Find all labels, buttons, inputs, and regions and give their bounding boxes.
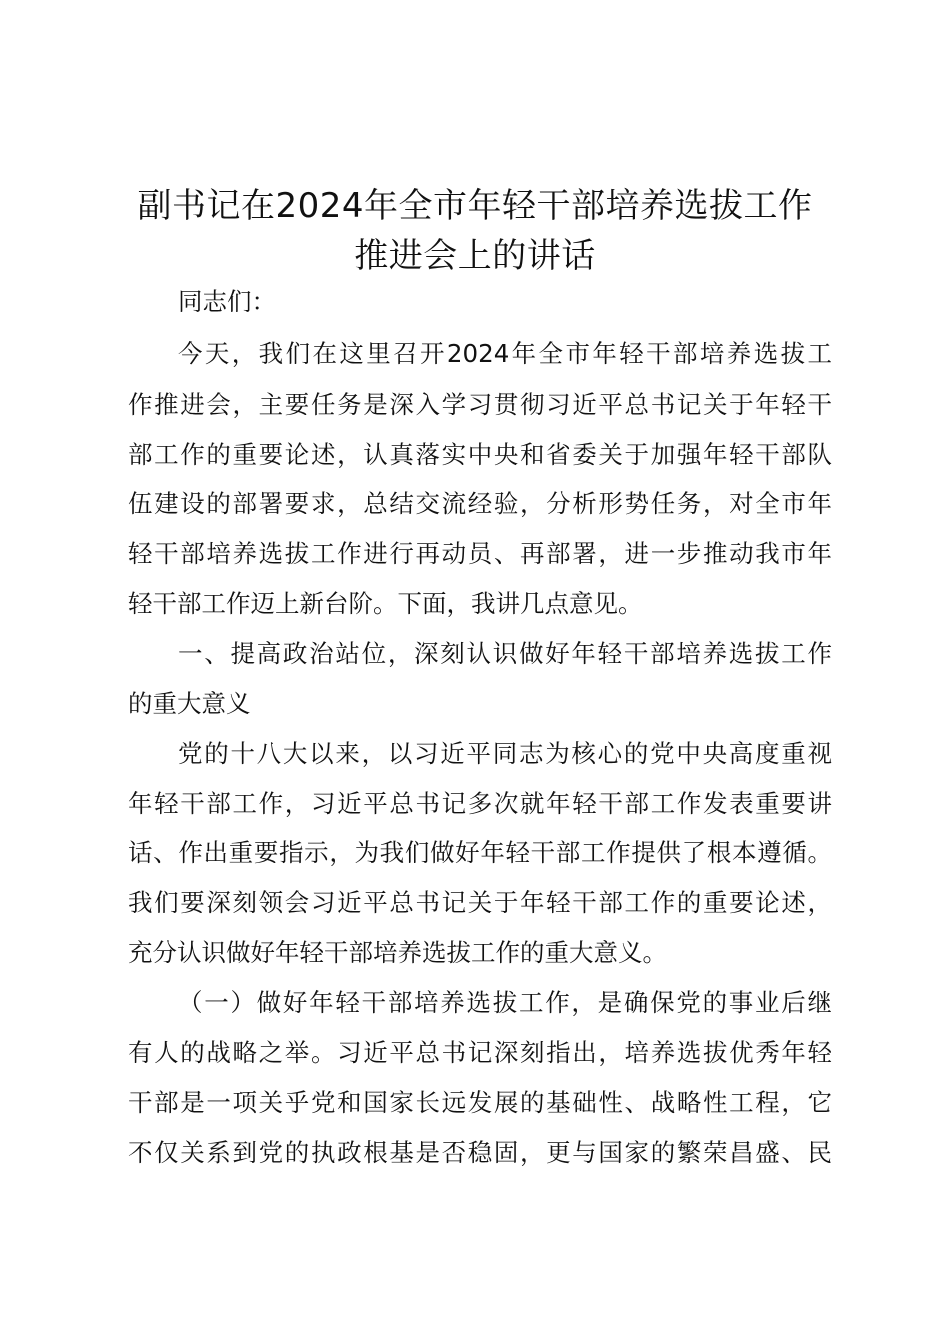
paragraph-line: 部工作的重要论述，认真落实中央和省委关于加强年轻干部队	[128, 440, 832, 469]
paragraph-line: 话、作出重要指示，为我们做好年轻干部工作提供了根本遵循。	[128, 838, 832, 867]
paragraph-line: 年轻干部工作，习近平总书记多次就年轻干部工作发表重要讲	[128, 789, 832, 818]
document-title-line-1: 副书记在2024年全市年轻干部培养选拔工作	[137, 186, 813, 226]
paragraph-line: （一）做好年轻干部培养选拔工作，是确保党的事业后继	[178, 988, 832, 1017]
section-heading-line: 一、提高政治站位，深刻认识做好年轻干部培养选拔工作	[178, 639, 832, 668]
paragraph-line: 作推进会，主要任务是深入学习贯彻习近平总书记关于年轻干	[128, 390, 832, 419]
section-heading-line: 的重大意义	[128, 689, 251, 718]
paragraph-line: 轻干部培养选拔工作进行再动员、再部署，进一步推动我市年	[128, 539, 832, 568]
document-title-line-2: 推进会上的讲话	[354, 236, 596, 276]
paragraph-line: 伍建设的部署要求，总结交流经验，分析形势任务，对全市年	[128, 489, 832, 518]
paragraph-line: 党的十八大以来，以习近平同志为核心的党中央高度重视	[178, 739, 832, 768]
salutation: 同志们：	[178, 287, 276, 316]
paragraph-line: 我们要深刻领会习近平总书记关于年轻干部工作的重要论述，	[128, 888, 832, 917]
paragraph-line: 不仅关系到党的执政根基是否稳固，更与国家的繁荣昌盛、民	[128, 1138, 832, 1167]
paragraph-line: 轻干部工作迈上新台阶。下面，我讲几点意见。	[128, 589, 643, 618]
paragraph-line: 干部是一项关乎党和国家长远发展的基础性、战略性工程，它	[128, 1088, 832, 1117]
paragraph-line: 今天，我们在这里召开2024年全市年轻干部培养选拔工	[178, 339, 832, 368]
paragraph-line: 有人的战略之举。习近平总书记深刻指出，培养选拔优秀年轻	[128, 1038, 832, 1067]
paragraph-line: 充分认识做好年轻干部培养选拔工作的重大意义。	[128, 938, 667, 967]
